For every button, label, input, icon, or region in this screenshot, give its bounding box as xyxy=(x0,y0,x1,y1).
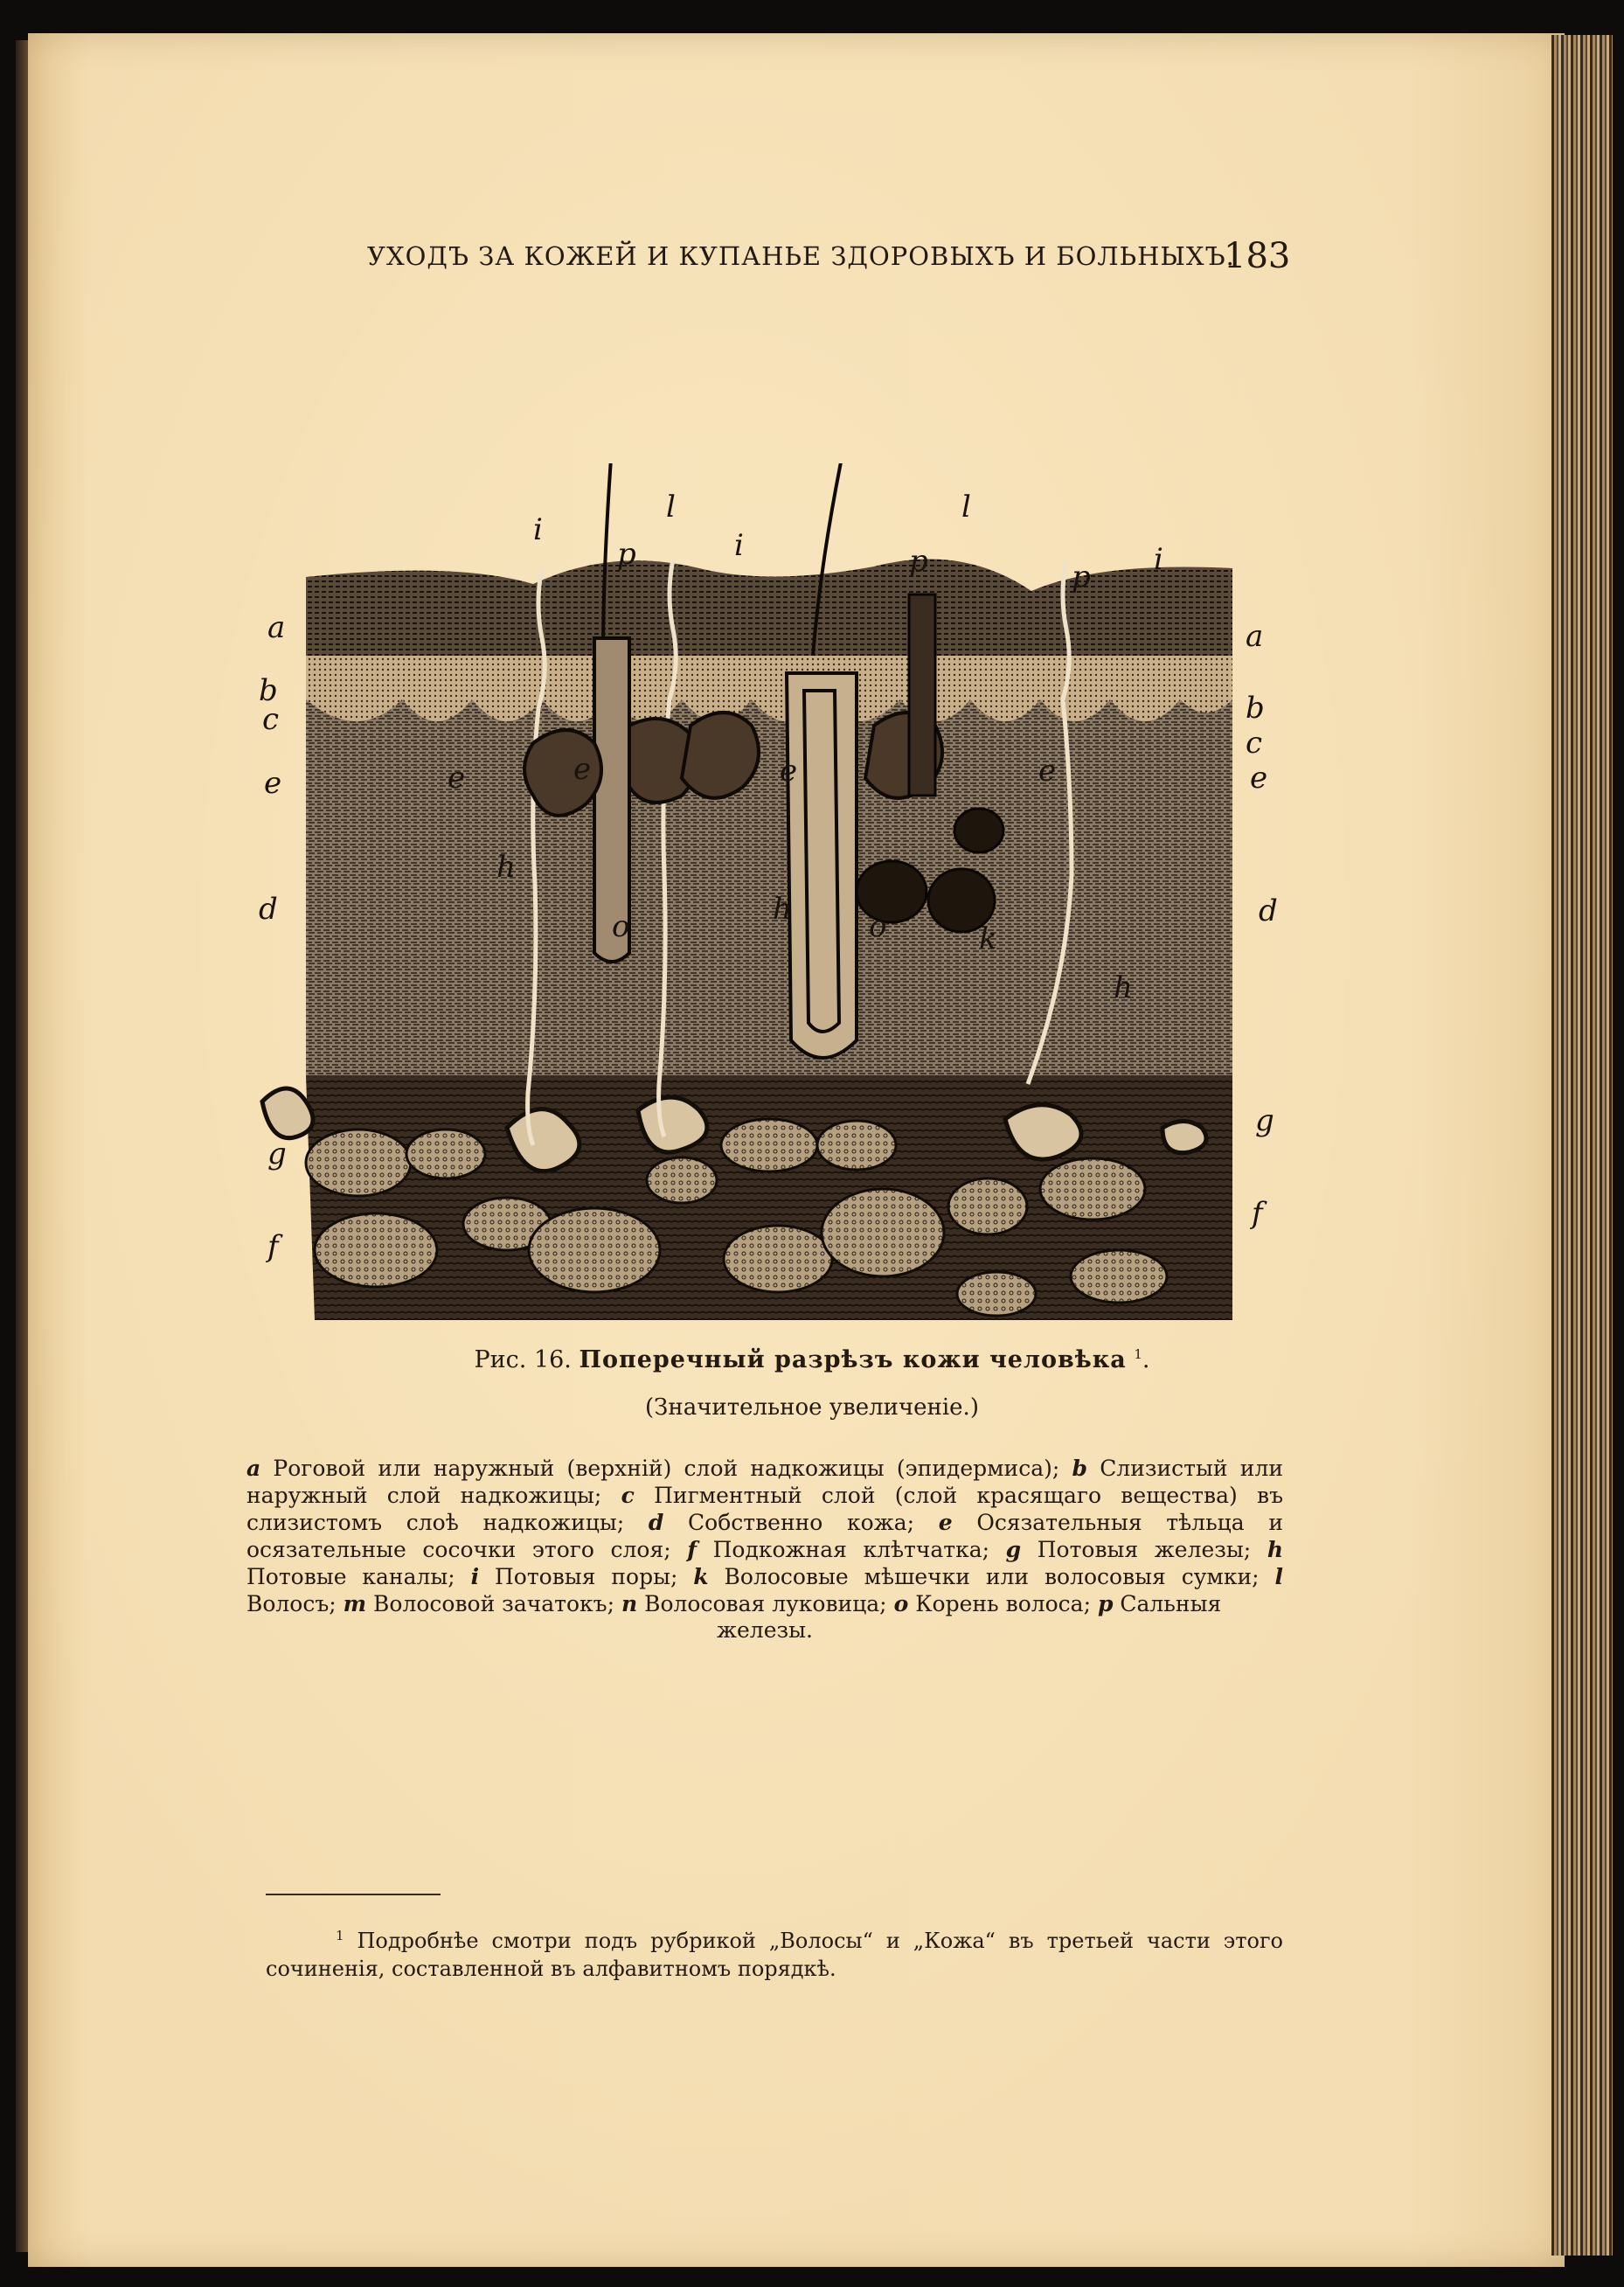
running-head: УХОДЪ ЗА КОЖЕЙ И КУПАНЬЕ ЗДОРОВЫХЪ И БОЛЬНЫХЪ. xyxy=(367,241,1235,271)
caption-footnote-mark: 1 xyxy=(1134,1346,1142,1362)
label-inner-h: h xyxy=(1114,970,1133,1005)
legend-key: i xyxy=(470,1564,480,1589)
legend-text: Подкожная клѣтчатка; xyxy=(697,1537,1006,1562)
label-left-e: e xyxy=(264,766,282,801)
legend-text: Волосовой зачатокъ; xyxy=(366,1591,621,1616)
legend-key: k xyxy=(693,1564,709,1589)
label-inner-k: k xyxy=(979,921,997,956)
caption-title: Поперечный разрѣзъ кожи человѣка xyxy=(579,1346,1127,1373)
legend-key: o xyxy=(893,1591,909,1616)
legend-key: b xyxy=(1072,1456,1087,1481)
legend-text: Потовыя поры; xyxy=(479,1564,694,1589)
label-inner-e: e xyxy=(780,754,798,789)
label-top-i: i xyxy=(734,528,744,563)
legend-key: c xyxy=(621,1483,635,1508)
legend-end: железы. xyxy=(717,1617,813,1643)
label-inner-e: e xyxy=(448,761,466,796)
legend-text: Потовые каналы; xyxy=(246,1564,471,1589)
figure-legend xyxy=(246,1455,1283,1617)
label-right-g: g xyxy=(1255,1103,1274,1138)
legend-key: g xyxy=(1005,1537,1022,1562)
page-number: 183 xyxy=(1224,236,1291,276)
label-right-c: c xyxy=(1246,726,1263,761)
label-right-e: e xyxy=(1250,761,1268,796)
label-inner-o: o xyxy=(612,909,630,944)
label-right-b: b xyxy=(1246,691,1265,726)
label-right-a: a xyxy=(1246,619,1264,654)
label-top-i: i xyxy=(1154,542,1163,577)
legend-key: d xyxy=(648,1510,664,1535)
label-top-p: p xyxy=(909,544,928,579)
label-inner-e: e xyxy=(573,752,592,787)
label-left-g: g xyxy=(267,1137,287,1171)
legend-text: Сальныя xyxy=(1113,1591,1222,1616)
legend-text: Собственно кожа; xyxy=(663,1510,939,1535)
label-left-b: b xyxy=(259,673,278,708)
footnote-text: Подробнѣе смотри подъ рубрикой „Волосы“ и „Кожа“ въ третьей части этого сочиненія, составленной въ алфавитномъ порядкѣ. xyxy=(266,1929,1283,1981)
label-top-p: p xyxy=(1072,560,1091,594)
legend-key: n xyxy=(621,1591,638,1616)
caption-prefix: Рис. 16. xyxy=(474,1346,572,1373)
label-left-a: a xyxy=(267,610,286,645)
label-top-i: i xyxy=(533,512,543,547)
label-inner-o: o xyxy=(869,909,887,944)
legend-text: Волосовые мѣшечки или волосовыя сумки; xyxy=(708,1564,1275,1589)
figure-caption: Рис. 16. Поперечный разрѣзъ кожи человѣка $^1$. xyxy=(474,1346,1150,1373)
footnote-rule xyxy=(266,1894,441,1895)
label-inner-h: h xyxy=(773,892,792,927)
label-left-f: f xyxy=(267,1229,279,1264)
legend-text: Пигментный слой (слой красящаго вещества) въ слизистомъ слоѣ надкожицы; xyxy=(246,1483,1283,1535)
footnote xyxy=(266,1922,1283,1983)
legend-text: Осязательныя тѣльца и осязательные сосочки этого слоя; xyxy=(246,1510,1284,1562)
legend-text: Потовыя железы; xyxy=(1021,1537,1267,1562)
legend-text: Слизистый или наружный слой надкожицы; xyxy=(246,1456,1283,1508)
legend-key: h xyxy=(1267,1537,1283,1562)
label-inner-h: h xyxy=(496,850,516,885)
legend-key: l xyxy=(1274,1564,1283,1589)
label-right-f: f xyxy=(1252,1196,1263,1231)
legend-text: Корень волоса; xyxy=(908,1591,1098,1616)
legend-text: Роговой или наружный (верхній) слой надкожицы (эпидермиса); xyxy=(260,1456,1072,1481)
label-left-c: c xyxy=(262,702,280,737)
label-top-l: l xyxy=(666,490,676,525)
figure-subcaption: (Значительное увеличеніе.) xyxy=(645,1394,979,1421)
legend-text: Волосъ; xyxy=(246,1591,344,1616)
label-left-d: d xyxy=(259,892,278,927)
legend-key: f xyxy=(687,1537,697,1562)
footnote-mark: 1 xyxy=(336,1928,344,1943)
legend-key: e xyxy=(938,1510,953,1535)
legend-key: p xyxy=(1097,1591,1114,1616)
label-top-l: l xyxy=(961,490,971,525)
legend-key: a xyxy=(246,1456,261,1481)
label-top-p: p xyxy=(617,537,636,572)
label-inner-e: e xyxy=(1038,754,1057,789)
label-right-d: d xyxy=(1259,893,1278,928)
legend-text: Волосовая луковица; xyxy=(637,1591,894,1616)
legend-key: m xyxy=(343,1591,367,1616)
